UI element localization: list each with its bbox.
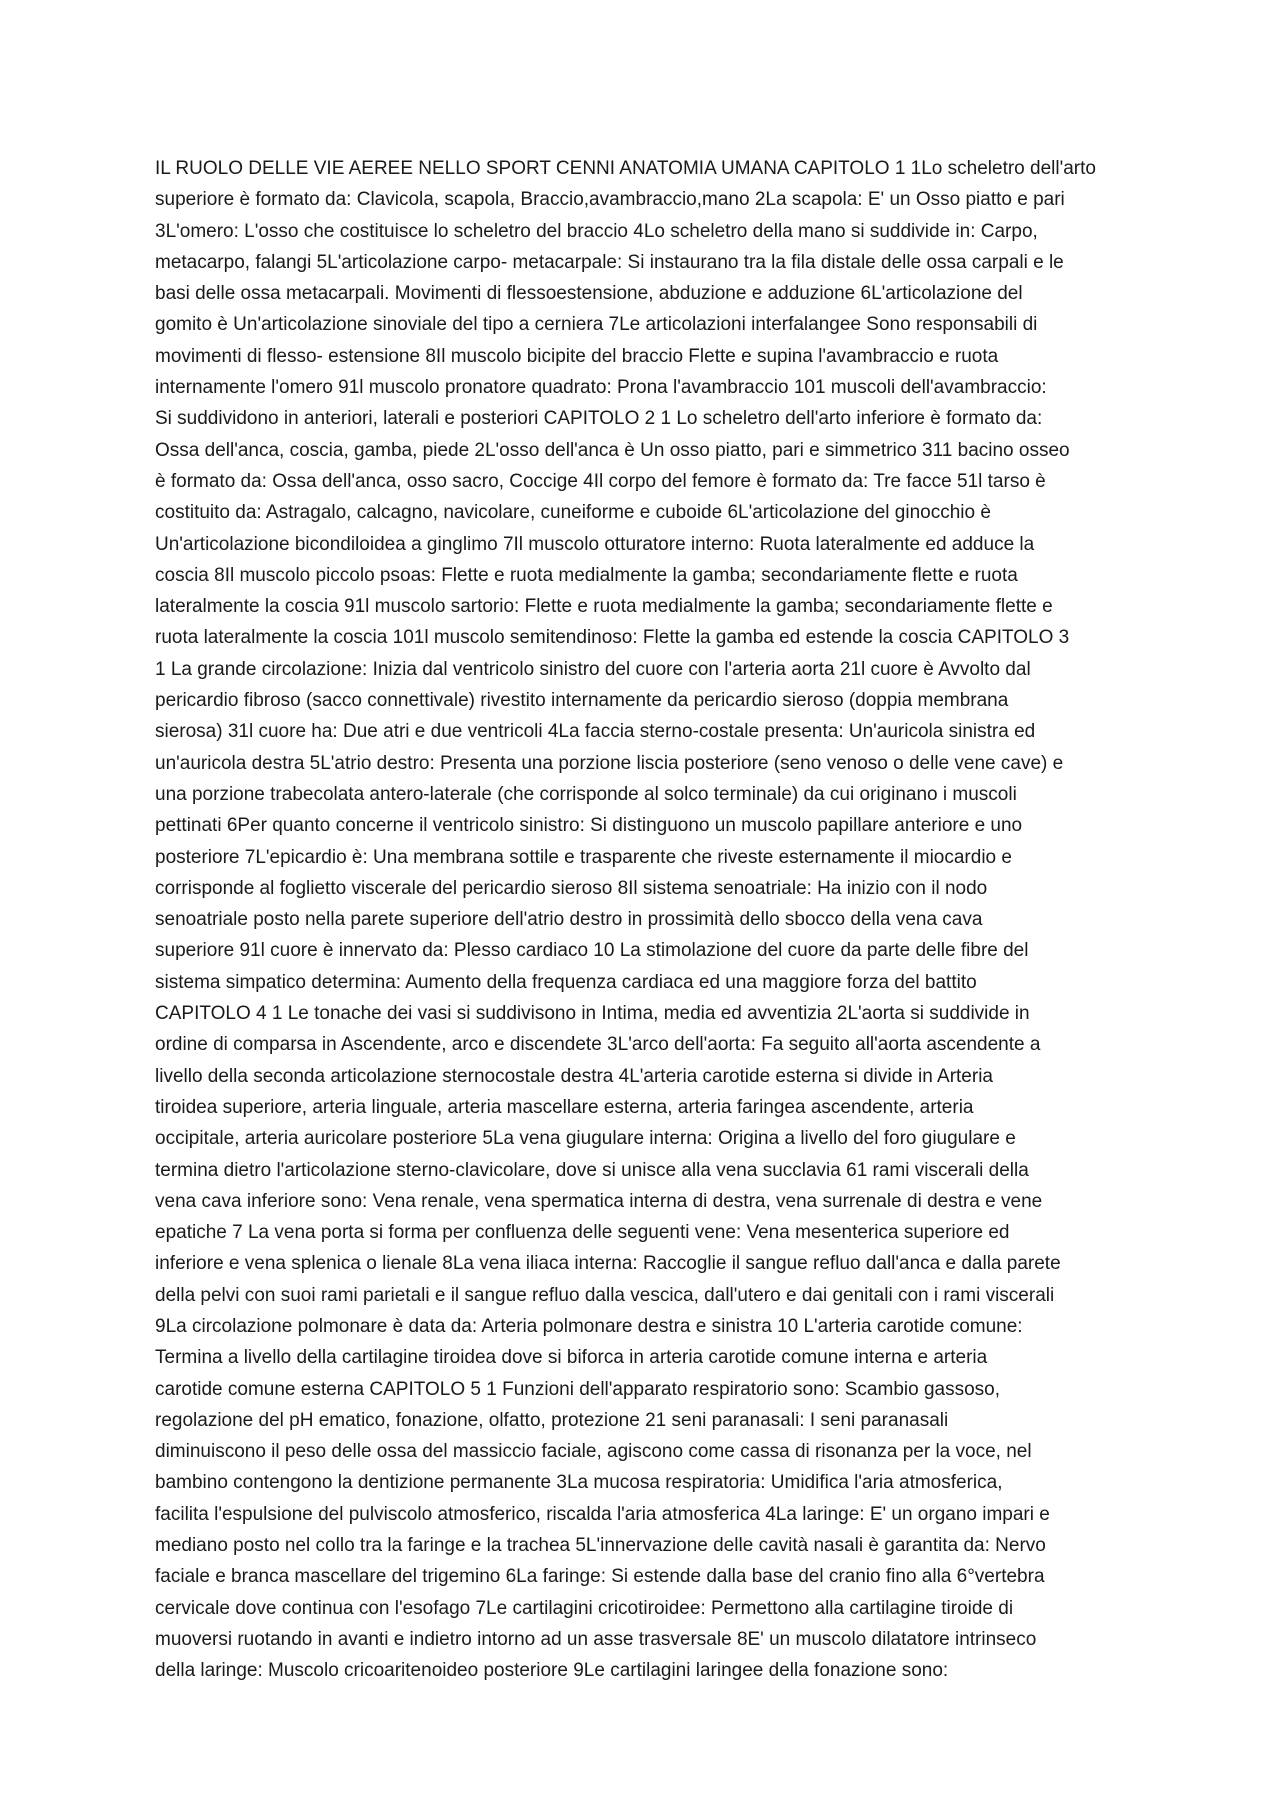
text-line: un'auricola destra 5L'atrio destro: Presenta una porzione liscia posteriore (seno venoso o delle vene cave) e xyxy=(155,752,1064,774)
text-line: Ossa dell'anca, coscia, gamba, piede 2L'osso dell'anca è Un osso piatto, pari e simmetrico 311 bacino osseo xyxy=(155,439,1070,461)
text-line: della laringe: Muscolo cricoaritenoideo posteriore 9Le cartilagini laringee della fonazione sono: xyxy=(155,1660,949,1682)
text-line: IL RUOLO DELLE VIE AEREE NELLO SPORT CENNI ANATOMIA UMANA CAPITOLO 1 1Lo scheletro dell'arto xyxy=(155,158,1096,179)
text-line: diminuiscono il peso delle ossa del massiccio faciale, agiscono come cassa di risonanza per la voce, nel xyxy=(155,1441,1032,1463)
text-line: lateralmente la coscia 91l muscolo sartorio: Flette e ruota medialmente la gamba; secondariamente flette e xyxy=(155,596,1053,618)
text-line: pericardio fibroso (sacco connettivale) rivestito internamente da pericardio sieroso (doppia membrana xyxy=(155,690,1009,712)
text-line: carotide comune esterna CAPITOLO 5 1 Funzioni dell'apparato respiratorio sono: Scambio gassoso, xyxy=(155,1378,1001,1400)
text-line: senoatriale posto nella parete superiore dell'atrio destro in prossimità dello sbocco della vena cava xyxy=(155,909,983,931)
text-line: movimenti di flesso- estensione 8Il muscolo bicipite del braccio Flette e supina l'avambraccio e ruota xyxy=(155,345,999,367)
text-line: regolazione del pH ematico, fonazione, olfatto, protezione 21 seni paranasali: I seni paranasali xyxy=(155,1409,949,1431)
text-line: 9La circolazione polmonare è data da: Arteria polmonare destra e sinistra 10 L'arteria carotide comune: xyxy=(155,1315,1023,1337)
text-line: coscia 8Il muscolo piccolo psoas: Flette e ruota medialmente la gamba; secondariamente flette e ruota xyxy=(155,564,1018,586)
text-line: pettinati 6Per quanto concerne il ventricolo sinistro: Si distinguono un muscolo papillare anteriore e uno xyxy=(155,815,1023,837)
text-line: termina dietro l'articolazione sterno-clavicolare, dove si unisce alla vena succlavia 61 rami viscerali della xyxy=(155,1159,1029,1181)
text-line: una porzione trabecolata antero-laterale (che corrisponde al solco terminale) da cui originano i muscoli xyxy=(155,783,1017,805)
text-line: Un'articolazione bicondiloidea a ginglimo 7Il muscolo otturatore interno: Ruota lateralmente ed adduce la xyxy=(155,533,1035,555)
text-line: muoversi ruotando in avanti e indietro intorno ad un asse trasversale 8E' un muscolo dilatatore intrinseco xyxy=(155,1628,1037,1650)
text-line: sierosa) 31l cuore ha: Due atri e due ventricoli 4La faccia sterno-costale presenta: Un'auricola sinistra ed xyxy=(155,721,1036,743)
text-line: Si suddividono in anteriori, laterali e posteriori CAPITOLO 2 1 Lo scheletro dell'arto inferiore è formato da: xyxy=(155,408,1043,430)
text-line: vena cava inferiore sono: Vena renale, vena spermatica interna di destra, vena surrenale di destra e vene xyxy=(155,1190,1043,1212)
text-line: faciale e branca mascellare del trigemino 6La faringe: Si estende dalla base del cranio fino alla 6°vertebra xyxy=(155,1566,1045,1588)
document-body-text xyxy=(155,153,1155,1687)
text-line: della pelvi con suoi rami parietali e il sangue refluo dalla vescica, dall'utero e dai genitali con i rami viscerali xyxy=(155,1284,1055,1306)
text-line: gomito è Un'articolazione sinoviale del tipo a cerniera 7Le articolazioni interfalangee Sono responsabili di xyxy=(155,314,1038,336)
text-line: metacarpo, falangi 5L'articolazione carpo- metacarpale: Si instaurano tra la fila distale delle ossa carpali e le xyxy=(155,251,1064,273)
text-line: Termina a livello della cartilagine tiroidea dove si biforca in arteria carotide comune interna e arteria xyxy=(155,1347,988,1369)
text-line: sistema simpatico determina: Aumento della frequenza cardiaca ed una maggiore forza del battito xyxy=(155,971,977,993)
text-line: superiore 91l cuore è innervato da: Plesso cardiaco 10 La stimolazione del cuore da parte delle fibre del xyxy=(155,940,1029,962)
text-line: costituito da: Astragalo, calcagno, navicolare, cuneiforme e cuboide 6L'articolazione del ginocchio è xyxy=(155,502,991,524)
text-line: ruota lateralmente la coscia 101l muscolo semitendinoso: Flette la gamba ed estende la coscia CAPITOLO 3 xyxy=(155,627,1070,649)
text-line: CAPITOLO 4 1 Le tonache dei vasi si suddivisono in Intima, media ed avventizia 2L'aorta si suddivide in xyxy=(155,1003,1030,1025)
text-line: mediano posto nel collo tra la faringe e la trachea 5L'innervazione delle cavità nasali è garantita da: Nervo xyxy=(155,1535,1046,1557)
text-line: epatiche 7 La vena porta si forma per confluenza delle seguenti vene: Vena mesenterica superiore ed xyxy=(155,1222,1010,1244)
text-line: posteriore 7L'epicardio è: Una membrana sottile e trasparente che riveste esternamente il miocardio e xyxy=(155,846,1012,868)
text-line: bambino contengono la dentizione permanente 3La mucosa respiratoria: Umidifica l'aria atmosferica, xyxy=(155,1472,1003,1494)
text-line: internamente l'omero 91l muscolo pronatore quadrato: Prona l'avambraccio 101 muscoli dell'avambraccio: xyxy=(155,377,1047,399)
text-line: livello della seconda articolazione sternocostale destra 4L'arteria carotide esterna si divide in Arteria xyxy=(155,1065,993,1087)
text-line: superiore è formato da: Clavicola, scapola, Braccio,avambraccio,mano 2La scapola: E' un Osso piatto e pari xyxy=(155,189,1065,211)
text-line: facilita l'espulsione del pulviscolo atmosferico, riscalda l'aria atmosferica 4La laringe: E' un organo impari e xyxy=(155,1503,1050,1525)
text-line: corrisponde al foglietto viscerale del pericardio sieroso 8Il sistema senoatriale: Ha inizio con il nodo xyxy=(155,877,988,899)
text-line: cervicale dove continua con l'esofago 7Le cartilagini cricotiroidee: Permettono alla cartilagine tiroide di xyxy=(155,1597,1014,1619)
text-line: è formato da: Ossa dell'anca, osso sacro, Coccige 4Il corpo del femore è formato da: Tre facce 51l tarso è xyxy=(155,470,1046,492)
text-line: tiroidea superiore, arteria linguale, arteria mascellare esterna, arteria faringea ascendente, arteria xyxy=(155,1096,974,1118)
text-line: 3L'omero: L'osso che costituisce lo scheletro del braccio 4Lo scheletro della mano si suddivide in: Carpo, xyxy=(155,220,1038,242)
text-line: ordine di comparsa in Ascendente, arco e discendete 3L'arco dell'aorta: Fa seguito all'aorta ascendente a xyxy=(155,1034,1041,1056)
text-line: 1 La grande circolazione: Inizia dal ventricolo sinistro del cuore con l'arteria aorta 21l cuore è Avvolto dal xyxy=(155,658,1031,680)
text-line: inferiore e vena splenica o lienale 8La vena iliaca interna: Raccoglie il sangue refluo dall'anca e dalla parete xyxy=(155,1253,1061,1275)
text-line: basi delle ossa metacarpali. Movimenti di flessoestensione, abduzione e adduzione 6L'articolazione del xyxy=(155,283,1023,305)
text-line: occipitale, arteria auricolare posteriore 5La vena giugulare interna: Origina a livello del foro giugulare e xyxy=(155,1128,1016,1150)
